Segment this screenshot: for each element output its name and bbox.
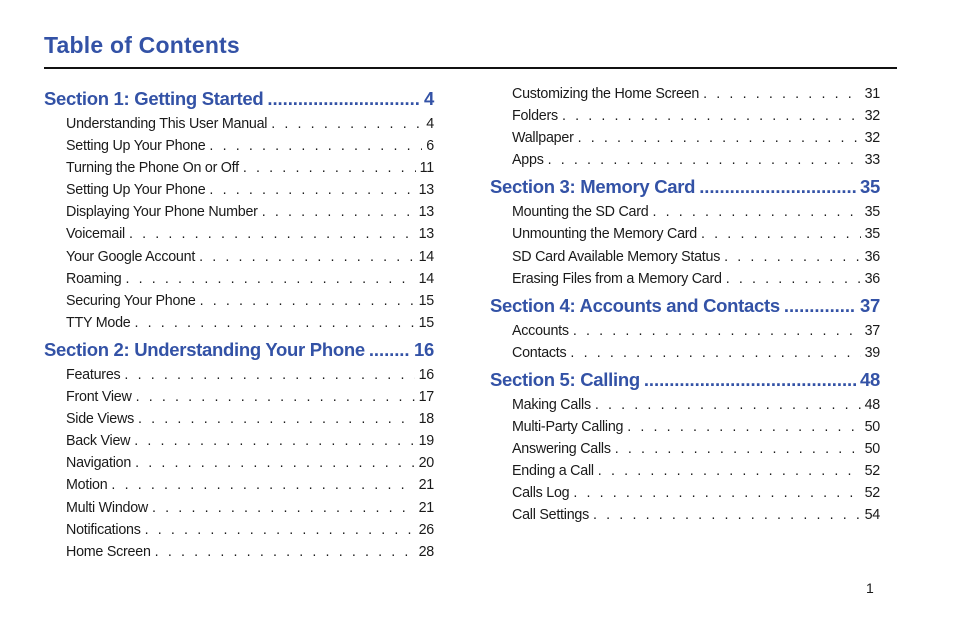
toc-entry[interactable] [490,249,880,271]
toc-entry[interactable] [490,397,880,419]
entry-page-number: 39 [864,344,880,361]
entry-page-number: 31 [864,86,880,102]
toc-entry[interactable] [490,463,880,485]
entry-page-number: 18 [418,411,434,428]
dot-leader [701,226,861,242]
entry-page-number: 14 [418,270,434,287]
dot-leader [262,204,415,220]
toc-section-heading[interactable] [44,88,434,116]
toc-entry[interactable] [44,433,434,455]
toc-entry[interactable] [490,204,880,226]
entry-title: Accounts [512,322,569,339]
entry-title: Back View [66,433,131,450]
entry-page-number: 15 [418,292,434,309]
dot-leader [134,433,414,449]
entry-title: Displaying Your Phone Number [66,204,258,221]
entry-title: Multi Window [66,499,149,516]
dot-leader [145,522,415,538]
entry-title: Wallpaper [512,130,574,147]
entry-title: Unmounting the Memory Card [512,226,698,243]
entry-title: SD Card Available Memory Status [512,248,721,265]
entry-title: Notifications [66,521,141,538]
dot-leader [111,477,414,493]
entry-page-number: 52 [864,485,880,502]
entry-page-number: 11 [419,160,434,177]
entry-title: Navigation [66,455,132,472]
entry-title: Front View [66,389,132,406]
page-title: Table of Contents [44,32,240,58]
entry-title: Multi-Party Calling [512,419,624,436]
entry-page-number: 21 [418,499,434,516]
toc-entry[interactable] [490,441,880,463]
dot-leader [703,86,860,102]
entry-page-number: 4 [426,116,434,132]
entry-title: Contacts [512,344,567,361]
section-page-number: 4 [424,88,434,109]
entry-page-number: 20 [418,455,434,472]
dot-leader [595,397,861,413]
toc-column-left [44,86,434,566]
dot-leader [726,271,861,287]
dot-leader [134,315,414,331]
entry-title: Roaming [66,270,122,287]
entry-title: Home Screen [66,543,151,560]
toc-entry[interactable] [490,108,880,130]
entry-title: Setting Up Your Phone [66,182,206,199]
toc-entry[interactable] [44,249,434,271]
dot-leader [138,411,415,427]
entry-page-number: 54 [864,507,880,524]
section-title: Section 3: Memory Card [490,176,696,198]
section-title: Section 5: Calling [490,368,640,390]
entry-title: Motion [66,477,108,494]
section-page-number: 48 [860,368,880,390]
toc-entry[interactable] [44,116,434,138]
entry-page-number: 16 [418,366,434,383]
entry-page-number: 52 [864,463,880,480]
section-page-number: 16 [414,338,434,360]
dot-leader [570,345,860,361]
toc-section-heading[interactable] [490,176,880,204]
entry-page-number: 35 [864,226,880,243]
entry-page-number: 37 [864,322,880,339]
entry-title: Features [66,366,121,383]
entry-page-number: 13 [418,226,434,243]
toc-entry[interactable] [44,389,434,411]
dot-leader [243,160,416,176]
toc-entry[interactable] [490,152,880,174]
dot-leader [573,485,860,501]
entry-title: Setting Up Your Phone [66,138,206,155]
entry-title: Ending a Call [512,463,594,480]
toc-entry[interactable] [44,500,434,522]
toc-entry[interactable] [44,138,434,160]
entry-title: Your Google Account [66,248,196,265]
entry-page-number: 13 [418,204,434,221]
entry-page-number: 33 [864,152,880,169]
section-page-number: 37 [860,294,880,316]
entry-title: Side Views [66,411,134,428]
entry-page-number: 32 [864,108,880,125]
dot-leader [125,271,414,287]
dot-leader [369,339,410,361]
entry-page-number: 50 [864,419,880,436]
dot-leader [644,369,856,391]
dot-leader [562,108,861,124]
page-number: 1 [866,580,874,596]
entry-page-number: 35 [864,204,880,221]
dot-leader [699,176,856,198]
dot-leader [136,389,415,405]
toc-column-right [490,86,880,530]
toc-section-heading[interactable] [490,295,880,323]
section-page-number: 35 [860,176,880,198]
section-title: Section 1: Getting Started [44,88,264,109]
dot-leader [593,507,861,523]
toc-entry[interactable] [44,522,434,544]
dot-leader [124,367,414,383]
toc-entry[interactable] [44,182,434,204]
dot-leader [152,500,415,516]
entry-title: Folders [512,108,558,125]
dot-leader [199,249,415,265]
toc-entry[interactable] [44,160,434,182]
toc-entry[interactable] [44,226,434,248]
dot-leader [209,182,414,198]
section-title: Section 4: Accounts and Contacts [490,294,780,316]
toc-entry[interactable] [44,204,434,226]
toc-entry[interactable] [44,477,434,499]
entry-title: TTY Mode [66,314,131,331]
entry-page-number: 36 [864,248,880,265]
entry-page-number: 26 [418,521,434,538]
entry-title: Call Settings [512,507,590,524]
entry-page-number: 28 [418,543,434,560]
toc-entry[interactable] [44,544,434,566]
toc-entry[interactable] [490,345,880,367]
entry-page-number: 21 [418,477,434,494]
dot-leader [784,295,856,317]
dot-leader [271,116,422,132]
dot-leader [135,455,415,471]
entry-page-number: 13 [418,182,434,199]
toc-entry[interactable] [44,455,434,477]
dot-leader [209,138,422,154]
toc-entry[interactable] [490,323,880,345]
entry-title: Answering Calls [512,441,611,458]
entry-page-number: 14 [418,248,434,265]
toc-entry[interactable] [490,226,880,248]
section-title: Section 2: Understanding Your Phone [44,338,365,360]
entry-title: Erasing Files from a Memory Card [512,270,722,287]
entry-title: Voicemail [66,226,125,243]
entry-page-number: 48 [864,396,880,413]
toc-entry[interactable] [44,271,434,293]
entry-page-number: 50 [864,441,880,458]
toc-entry[interactable] [44,411,434,433]
toc-entry[interactable] [490,507,880,529]
entry-title: Understanding This User Manual [66,116,268,132]
entry-title: Mounting the SD Card [512,204,649,221]
entry-title: Securing Your Phone [66,292,196,309]
entry-title: Making Calls [512,396,591,413]
toc-entry[interactable] [490,485,880,507]
dot-leader [627,419,860,435]
dot-leader [548,152,861,168]
entry-page-number: 36 [864,270,880,287]
title-divider [44,67,897,69]
toc-entry[interactable] [490,419,880,441]
toc-entry[interactable] [490,130,880,152]
dot-leader [573,323,861,339]
dot-leader [724,249,860,265]
entry-page-number: 17 [418,389,434,406]
entry-page-number: 19 [418,433,434,450]
entry-page-number: 15 [418,314,434,331]
toc-entry[interactable] [44,293,434,315]
toc-entry[interactable] [490,271,880,293]
dot-leader [200,293,415,309]
entry-title: Calls Log [512,485,570,502]
toc-section-heading[interactable] [490,369,880,397]
dot-leader [155,544,415,560]
entry-title: Customizing the Home Screen [512,86,700,102]
dot-leader [615,441,861,457]
entry-page-number: 6 [426,138,434,155]
entry-page-number: 32 [864,130,880,147]
toc-entry[interactable] [44,315,434,337]
dot-leader [129,226,415,242]
dot-leader [578,130,861,146]
dot-leader [267,88,420,110]
entry-title: Apps [512,152,544,169]
dot-leader [598,463,861,479]
dot-leader [652,204,860,220]
toc-section-heading[interactable] [44,339,434,367]
entry-title: Turning the Phone On or Off [66,160,239,177]
toc-entry[interactable] [44,367,434,389]
toc-entry[interactable] [490,86,880,108]
